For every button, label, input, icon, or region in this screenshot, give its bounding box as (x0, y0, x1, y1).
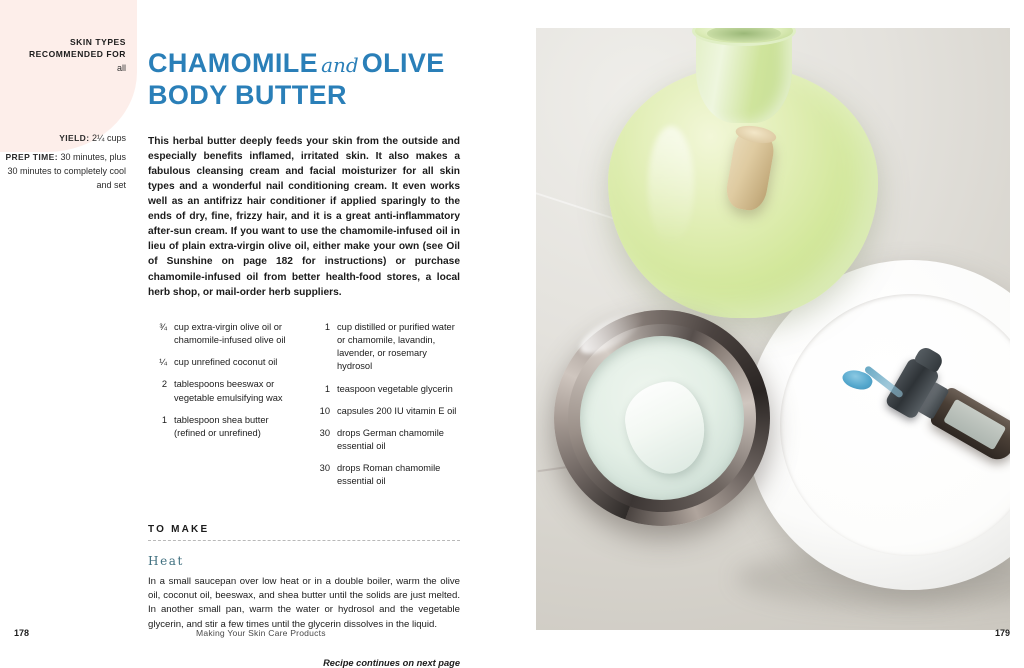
step-heading: Heat (148, 553, 184, 568)
ingredient-text: cup distilled or purified water or chamomile, lavandin, lavender, or rosemary hydrosol (337, 321, 455, 372)
ingredients-list (148, 321, 460, 498)
margin-yield-prep (0, 132, 132, 198)
ingredient-quantity: 10 (319, 405, 330, 416)
ingredient-quantity: 1 (324, 383, 330, 394)
cream-swirl (621, 378, 708, 478)
list-item (148, 321, 297, 347)
title-part-1: CHAMOMILE (148, 48, 319, 78)
ingredients-column-1 (148, 321, 297, 498)
recipe-content (148, 48, 460, 668)
list-item (148, 378, 297, 404)
yield-row (0, 132, 126, 146)
title-part-2: OLIVE (361, 48, 445, 78)
list-item (311, 405, 460, 418)
dashed-divider (148, 540, 460, 541)
margin-skin-types (0, 36, 132, 75)
prep-time-value: 30 minutes, plus 30 minutes to completely cool and set (7, 151, 126, 190)
ingredient-text: drops German chamomile essential oil (337, 427, 444, 452)
prep-time-row (0, 151, 126, 193)
jar-cream (580, 336, 744, 500)
list-item (311, 462, 460, 488)
ingredient-quantity: ¼ (159, 357, 167, 368)
right-page-number: 179 (994, 628, 1010, 638)
to-make-section (148, 524, 460, 633)
ingredient-quantity: 30 (319, 463, 330, 474)
yield-label: YIELD: (59, 133, 90, 143)
recipe-intro: This herbal butter deeply feeds your skin from the outside and especially benefits inflamed, irritated skin. It also makes a fabulous cleansing cream and facial moisturizer for all skin types and a wonderful nail conditioning cream. It even works well as an antifrizz hair conditioner if applied sparingly to the ends of dry, fine, frizzy hair, and it is a great anti-inflammatory after-sun cream. If you want to use the chamomile-infused oil in lieu of plain extra-virgin olive oil, either make your own (see Oil of Sunshine on page 182 for instructions) or purchase chamomile-infused oil from better health-food stores, a local herb shop, or mail-order herb suppliers. (148, 135, 460, 298)
ingredient-quantity: 2 (161, 379, 167, 390)
ingredients-column-2 (311, 321, 460, 498)
ingredient-quantity: 1 (324, 321, 330, 332)
list-item (311, 383, 460, 396)
ingredient-quantity: 1 (161, 414, 167, 425)
title-line-2: BODY BUTTER (148, 79, 347, 110)
list-item (311, 321, 460, 374)
skin-types-value: all (116, 62, 126, 73)
list-item (311, 427, 460, 453)
ingredient-text: tablespoons beeswax or vegetable emulsifying wax (174, 379, 283, 403)
ingredient-text: capsules 200 IU vitamin E oil (337, 405, 457, 416)
bottle-highlight (648, 126, 694, 246)
title-conjunction: and (321, 53, 359, 77)
yield-value: 2¼ cups (91, 133, 126, 143)
ingredient-quantity: 30 (319, 427, 330, 438)
page-title (148, 48, 460, 112)
left-page-number: 178 (14, 628, 30, 638)
ingredient-text: cup unrefined coconut oil (174, 357, 278, 368)
recipe-photograph (536, 28, 1010, 630)
step-body: In a small saucepan over low heat or in a double boiler, warm the olive oil, coconut oil, beeswax, and shea butter until the solids are just melted. In another small pan, warm the water or hydrosol and the vegetable glycerin, and stir a few times until the glycerin dissolves in the liquid. (148, 575, 460, 630)
decorative-pink-blob (0, 0, 137, 152)
body-butter-jar (554, 310, 770, 526)
ingredient-text: drops Roman chamomile essential oil (337, 463, 441, 487)
list-item (148, 414, 297, 440)
list-item (148, 356, 297, 369)
prep-time-label: PREP TIME: (5, 151, 58, 162)
ingredient-quantity: ¾ (159, 321, 167, 332)
to-make-heading: TO MAKE (148, 523, 210, 535)
ingredient-text: cup extra-virgin olive oil or chamomile-infused olive oil (174, 321, 286, 345)
running-head: Making Your Skin Care Products (196, 628, 326, 638)
ingredient-text: teaspoon vegetable glycerin (337, 383, 453, 394)
ingredient-text: tablespoon shea butter (refined or unrefined) (174, 414, 269, 438)
recipe-continues-note: Recipe continues on next page (323, 658, 460, 668)
skin-types-label: SKIN TYPES RECOMMENDED FOR (28, 37, 126, 60)
